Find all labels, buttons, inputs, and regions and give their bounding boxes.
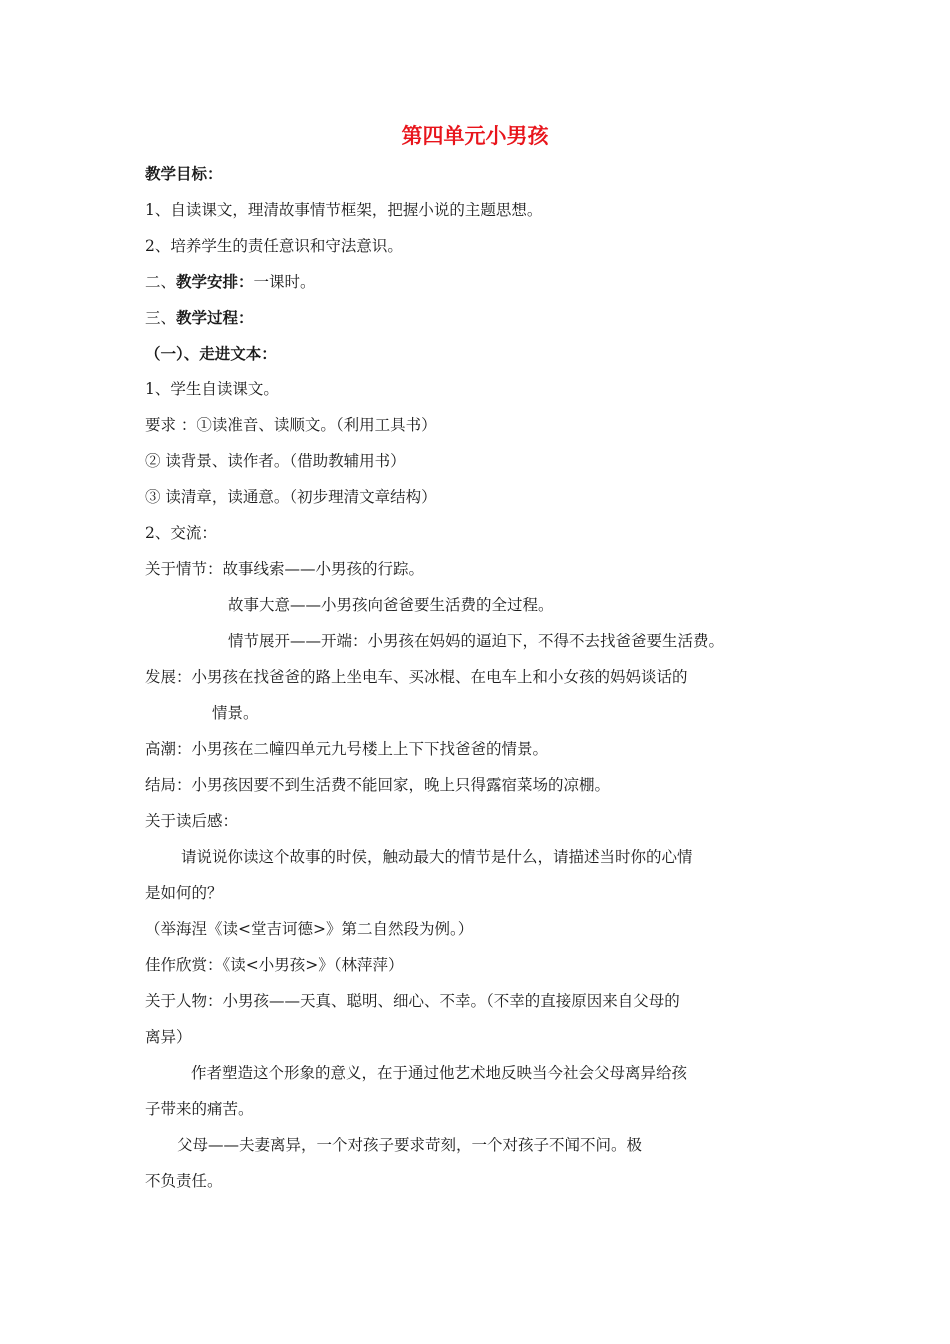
meaning-line-cont: 子带来的痛苦。: [145, 1100, 254, 1118]
arrangement-line: [145, 271, 316, 293]
process-line: [145, 307, 254, 329]
arrangement-value: 一课时。: [253, 273, 316, 291]
parents-line: 父母——夫妻离异，一个对孩子要求苛刻，一个对孩子不闻不问。极: [177, 1136, 643, 1154]
goal-item-2: 2、培养学生的责任意识和守法意识。: [145, 237, 403, 255]
plot-clue: 关于情节：故事线索——小男孩的行踪。: [145, 560, 425, 578]
plot-beginning: 情节展开——开端：小男孩在妈妈的逼迫下，不得不去找爸爸要生活费。: [228, 632, 725, 650]
plot-climax: 高潮：小男孩在二幢四单元九号楼上上下下找爸爸的情景。: [145, 740, 549, 758]
requirement-2: ② 读背景、读作者。（借助教辅用书）: [145, 452, 406, 470]
exchange-heading: 2、交流：: [145, 524, 217, 542]
character-line-cont: 离异）: [145, 1028, 192, 1046]
essay-appreciation: 佳作欣赏：《读<小男孩>》（林萍萍）: [145, 956, 404, 974]
parents-line-cont: 不负责任。: [145, 1172, 223, 1190]
plot-summary: 故事大意——小男孩向爸爸要生活费的全过程。: [228, 596, 554, 614]
reflection-heading: 关于读后感：: [145, 812, 239, 830]
plot-development-cont: 情景。: [212, 704, 259, 722]
read-self-line: 1、学生自读课文。: [145, 380, 279, 398]
document-title: 第四单元小男孩: [401, 124, 549, 148]
goals-heading: 教学目标：: [145, 165, 223, 183]
requirement-3: ③ 读清章，读通意。（初步理清文章结构）: [145, 488, 437, 506]
plot-ending: 结局：小男孩因要不到生活费不能回家，晚上只得露宿菜场的凉棚。: [145, 776, 611, 794]
plot-development: 发展：小男孩在找爸爸的路上坐电车、买冰棍、在电车上和小女孩的妈妈谈话的: [145, 668, 688, 686]
arrangement-prefix: 二、: [145, 273, 177, 291]
process-prefix: 三、: [145, 309, 177, 327]
meaning-line: 作者塑造这个形象的意义，在于通过他艺术地反映当今社会父母离异给孩: [191, 1064, 688, 1082]
reflection-prompt: 请说说你读这个故事的时侯，触动最大的情节是什么，请描述当时你的心情: [181, 848, 693, 866]
reflection-example: （举海涅《读<堂吉诃德>》第二自然段为例。）: [145, 920, 474, 938]
reflection-prompt-cont: 是如何的？: [145, 884, 223, 902]
goal-item-1: 1、自读课文，理清故事情节框架，把握小说的主题思想。: [145, 201, 543, 219]
arrangement-label: 教学安排：: [176, 273, 254, 291]
character-line: 关于人物：小男孩——天真、聪明、细心、不幸。（不幸的直接原因来自父母的: [145, 992, 680, 1010]
section-1-heading: （一）、走进文本：: [145, 345, 277, 363]
requirement-1: 要求 ：①读准音、读顺文。（利用工具书）: [145, 416, 437, 434]
process-label: 教学过程：: [176, 309, 254, 327]
